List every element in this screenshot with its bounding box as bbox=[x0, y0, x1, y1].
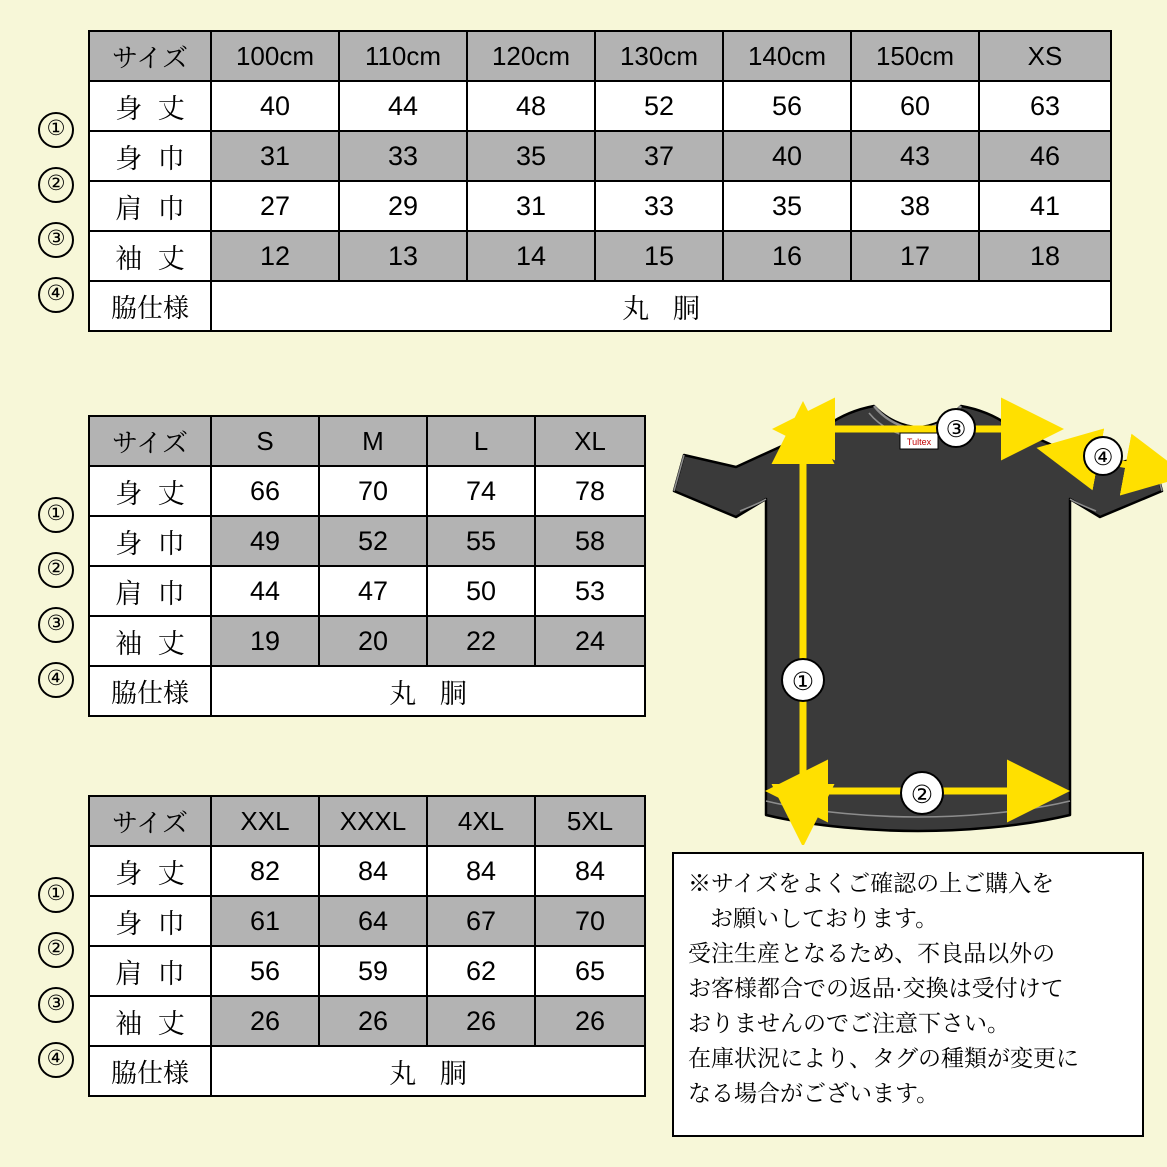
measure-cell: 43 bbox=[851, 131, 979, 181]
row-label: 身 丈 bbox=[89, 846, 211, 896]
measure-cell: 78 bbox=[535, 466, 645, 516]
tshirt-illustration bbox=[660, 395, 1167, 845]
measure-cell: 38 bbox=[851, 181, 979, 231]
measure-cell: 46 bbox=[979, 131, 1111, 181]
header-cell: 5XL bbox=[535, 796, 645, 846]
measure-cell: 31 bbox=[211, 131, 339, 181]
side-spec-value: 丸 胴 bbox=[211, 666, 645, 716]
measure-cell: 13 bbox=[339, 231, 467, 281]
row-label: 肩 巾 bbox=[89, 566, 211, 616]
measure-cell: 84 bbox=[535, 846, 645, 896]
marker-circle-4: ④ bbox=[38, 277, 74, 313]
measure-cell: 26 bbox=[535, 996, 645, 1046]
diagram-marker-4-label: ④ bbox=[1092, 444, 1114, 470]
header-cell: サイズ bbox=[89, 416, 211, 466]
side-spec-value: 丸 胴 bbox=[211, 281, 1111, 331]
measure-cell: 84 bbox=[319, 846, 427, 896]
measure-cell: 33 bbox=[339, 131, 467, 181]
note-line: お願いしております。 bbox=[710, 905, 939, 931]
header-cell: 120cm bbox=[467, 31, 595, 81]
row-label: 身 巾 bbox=[89, 131, 211, 181]
marker-circle-2: ② bbox=[38, 552, 74, 588]
measure-cell: 33 bbox=[595, 181, 723, 231]
measure-cell: 44 bbox=[211, 566, 319, 616]
tshirt-diagram bbox=[660, 395, 1167, 845]
marker-circle-1: ① bbox=[38, 497, 74, 533]
row-label: 身 巾 bbox=[89, 896, 211, 946]
measure-cell: 50 bbox=[427, 566, 535, 616]
brand-tag-text: Tultex bbox=[906, 437, 932, 447]
measure-cell: 61 bbox=[211, 896, 319, 946]
measure-cell: 48 bbox=[467, 81, 595, 131]
row-label: 身 巾 bbox=[89, 516, 211, 566]
measure-cell: 60 bbox=[851, 81, 979, 131]
measure-cell: 44 bbox=[339, 81, 467, 131]
header-cell: XL bbox=[535, 416, 645, 466]
header-cell: XXL bbox=[211, 796, 319, 846]
marker-circle-2: ② bbox=[38, 167, 74, 203]
row-label: 身 丈 bbox=[89, 466, 211, 516]
table-row bbox=[89, 896, 645, 946]
row-label: 肩 巾 bbox=[89, 181, 211, 231]
header-cell: 140cm bbox=[723, 31, 851, 81]
table-row bbox=[89, 566, 645, 616]
measure-cell: 82 bbox=[211, 846, 319, 896]
table-row bbox=[89, 996, 645, 1046]
header-cell: XS bbox=[979, 31, 1111, 81]
measure-cell: 56 bbox=[723, 81, 851, 131]
measure-cell: 63 bbox=[979, 81, 1111, 131]
measure-cell: 58 bbox=[535, 516, 645, 566]
diagram-marker-1-label: ① bbox=[791, 668, 815, 696]
measure-cell: 56 bbox=[211, 946, 319, 996]
adult-size-table bbox=[88, 415, 646, 717]
measure-cell: 55 bbox=[427, 516, 535, 566]
marker-circle-3: ③ bbox=[38, 987, 74, 1023]
measure-cell: 18 bbox=[979, 231, 1111, 281]
measure-cell: 62 bbox=[427, 946, 535, 996]
table-row bbox=[89, 181, 1111, 231]
measure-cell: 12 bbox=[211, 231, 339, 281]
row-label: 身 丈 bbox=[89, 81, 211, 131]
row-label: 袖 丈 bbox=[89, 231, 211, 281]
measure-cell: 31 bbox=[467, 181, 595, 231]
table-header-row bbox=[89, 31, 1111, 81]
measure-cell: 66 bbox=[211, 466, 319, 516]
table-header-row bbox=[89, 796, 645, 846]
table-footer-row bbox=[89, 666, 645, 716]
row-label: 肩 巾 bbox=[89, 946, 211, 996]
measure-cell: 41 bbox=[979, 181, 1111, 231]
measure-cell: 26 bbox=[427, 996, 535, 1046]
note-line: 受注生産となるため、不良品以外の bbox=[688, 940, 1056, 966]
header-cell: M bbox=[319, 416, 427, 466]
measure-cell: 52 bbox=[319, 516, 427, 566]
measure-cell: 20 bbox=[319, 616, 427, 666]
measure-cell: 49 bbox=[211, 516, 319, 566]
note-line: なる場合がございます。 bbox=[688, 1080, 940, 1106]
header-cell: L bbox=[427, 416, 535, 466]
note-line: おりませんのでご注意下さい。 bbox=[688, 1010, 1010, 1036]
marker-circle-3: ③ bbox=[38, 222, 74, 258]
table-row bbox=[89, 231, 1111, 281]
header-cell: S bbox=[211, 416, 319, 466]
measure-cell: 26 bbox=[319, 996, 427, 1046]
kids-size-table bbox=[88, 30, 1112, 332]
measure-cell: 35 bbox=[723, 181, 851, 231]
diagram-marker-2-label: ② bbox=[910, 781, 934, 809]
side-spec-value: 丸 胴 bbox=[211, 1046, 645, 1096]
measure-cell: 84 bbox=[427, 846, 535, 896]
measure-cell: 40 bbox=[723, 131, 851, 181]
row-label: 袖 丈 bbox=[89, 996, 211, 1046]
header-cell: XXXL bbox=[319, 796, 427, 846]
measure-cell: 70 bbox=[535, 896, 645, 946]
diagram-marker-3-label: ③ bbox=[945, 416, 967, 442]
table-row bbox=[89, 846, 645, 896]
measure-cell: 26 bbox=[211, 996, 319, 1046]
measure-cell: 47 bbox=[319, 566, 427, 616]
header-cell: 150cm bbox=[851, 31, 979, 81]
measure-cell: 74 bbox=[427, 466, 535, 516]
measure-cell: 14 bbox=[467, 231, 595, 281]
header-cell: サイズ bbox=[89, 31, 211, 81]
side-spec-label: 脇仕様 bbox=[89, 1046, 211, 1096]
marker-circle-4: ④ bbox=[38, 1042, 74, 1078]
table-row bbox=[89, 616, 645, 666]
table-header-row bbox=[89, 416, 645, 466]
marker-circle-1: ① bbox=[38, 112, 74, 148]
table-row bbox=[89, 81, 1111, 131]
table-row bbox=[89, 131, 1111, 181]
measure-cell: 64 bbox=[319, 896, 427, 946]
measure-cell: 52 bbox=[595, 81, 723, 131]
note-line: ※サイズをよくご確認の上ご購入を bbox=[688, 870, 1055, 896]
table-footer-row bbox=[89, 281, 1111, 331]
marker-circle-2: ② bbox=[38, 932, 74, 968]
measure-cell: 22 bbox=[427, 616, 535, 666]
big-size-table bbox=[88, 795, 646, 1097]
measure-cell: 27 bbox=[211, 181, 339, 231]
measure-cell: 53 bbox=[535, 566, 645, 616]
header-cell: 110cm bbox=[339, 31, 467, 81]
measure-cell: 29 bbox=[339, 181, 467, 231]
side-spec-label: 脇仕様 bbox=[89, 281, 211, 331]
measure-cell: 59 bbox=[319, 946, 427, 996]
measure-cell: 35 bbox=[467, 131, 595, 181]
measure-cell: 37 bbox=[595, 131, 723, 181]
measure-cell: 70 bbox=[319, 466, 427, 516]
table-row bbox=[89, 466, 645, 516]
measure-cell: 65 bbox=[535, 946, 645, 996]
measure-cell: 16 bbox=[723, 231, 851, 281]
note-line: お客様都合での返品·交換は受付けて bbox=[688, 975, 1064, 1001]
header-cell: 130cm bbox=[595, 31, 723, 81]
header-cell: サイズ bbox=[89, 796, 211, 846]
header-cell: 4XL bbox=[427, 796, 535, 846]
table-row bbox=[89, 516, 645, 566]
purchase-note-box bbox=[672, 852, 1144, 1137]
marker-circle-3: ③ bbox=[38, 607, 74, 643]
side-spec-label: 脇仕様 bbox=[89, 666, 211, 716]
header-cell: 100cm bbox=[211, 31, 339, 81]
measure-cell: 15 bbox=[595, 231, 723, 281]
measure-cell: 24 bbox=[535, 616, 645, 666]
measure-cell: 67 bbox=[427, 896, 535, 946]
table-footer-row bbox=[89, 1046, 645, 1096]
row-label: 袖 丈 bbox=[89, 616, 211, 666]
marker-circle-4: ④ bbox=[38, 662, 74, 698]
measure-cell: 17 bbox=[851, 231, 979, 281]
measure-cell: 40 bbox=[211, 81, 339, 131]
measure-cell: 19 bbox=[211, 616, 319, 666]
table-row bbox=[89, 946, 645, 996]
marker-circle-1: ① bbox=[38, 877, 74, 913]
note-line: 在庫状況により、タグの種類が変更に bbox=[688, 1045, 1079, 1071]
